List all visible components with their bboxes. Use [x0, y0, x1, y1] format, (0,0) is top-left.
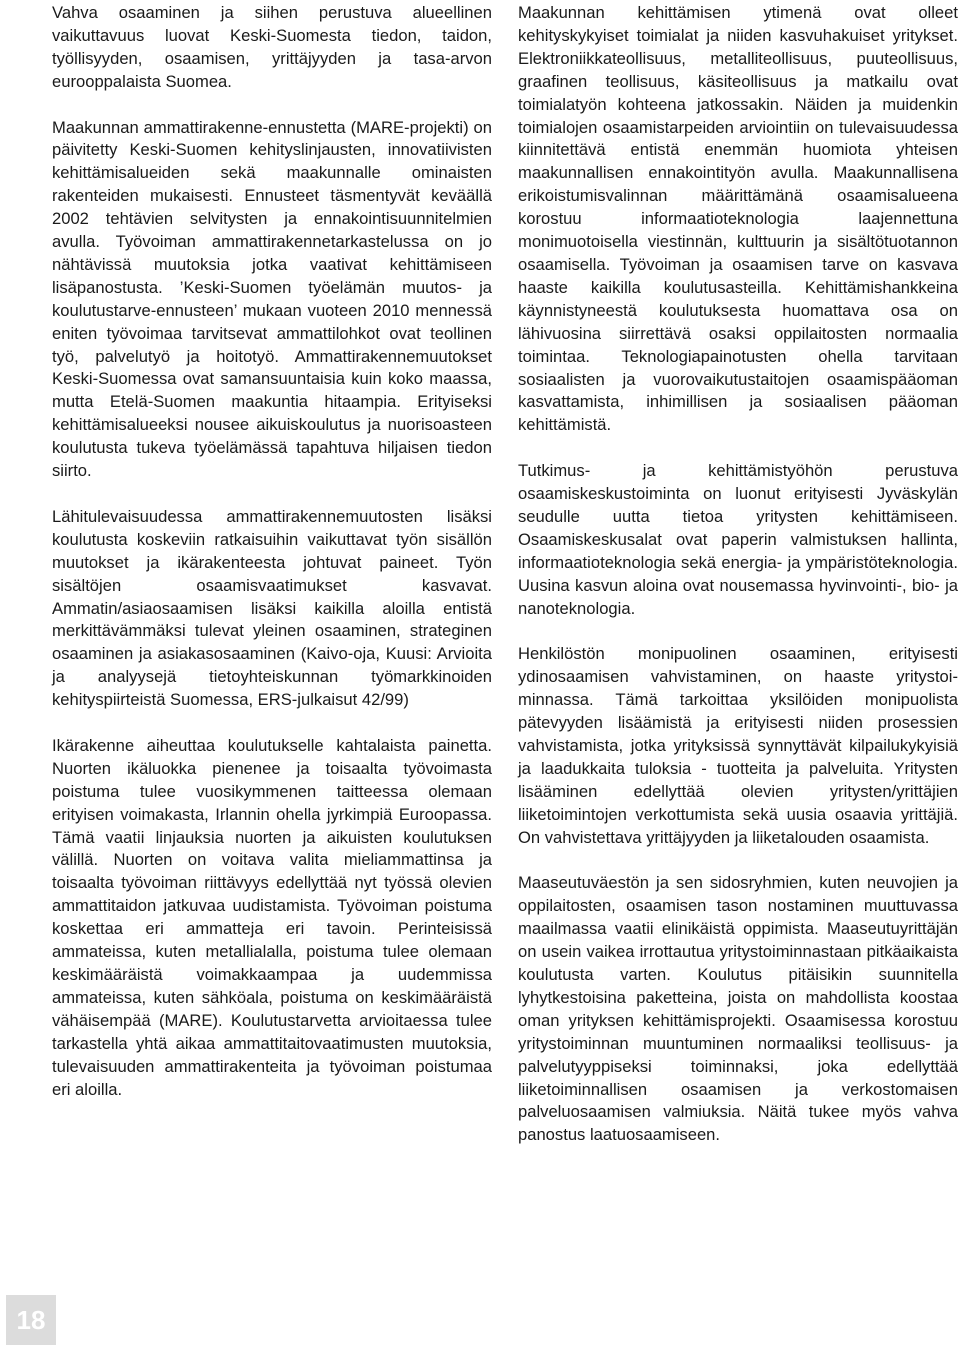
- left-paragraph-2: Maakunnan ammattirakenne-ennustetta (MARE-projekti) on päivitetty Keski-Suomen kehityslinjausten, innovatiivisten kehittämisalueiden sekä maakunnalle ominaisten rakenteiden mukaisesti. Ennusteet täsmentyvät keväällä 2002 tehtävien selvitysten ja ennakointisuunnitelmien avulla. Työvoiman ammattirakennetarkastelussa on jo nähtävissä muutoksia jotka vaativat kehittämiseen lisäpanostusta. ’Keski-Suomen työelämän muutos- ja koulutustarve-ennusteen’ mukaan vuoteen 2010 mennessä eniten työvoimaa tarvitsevat ammattilohkot ovat teollinen työ, palvelutyö ja hoitotyö. Ammattirakennemuutokset Keski-Suomessa ovat samansuuntaisia kuin koko maassa, mutta Etelä-Suomen maakuntia hitaampia. Erityiseksi kehittämisalueeksi nousee aikuiskoulutus ja nuorisoasteen koulutusta tukeva työelämässä tapahtuva hiljaisen tiedon siirto.: [52, 117, 492, 481]
- right-paragraph-1: Maakunnan kehittämisen ytimenä ovat olleet kehityskykyiset toimialat ja niiden kasvuhakuiset yritykset. Elektroniikkateollisuus, metalliteollisuus, puuteollisuus, graafinen teollisuus, käsiteollisuus ja matkailu ovat toimialatyön kohteena jatkossakin. Näiden ja muidenkin toimialojen osaamistarpeiden arviointiin on tulevaisuudessa kiinnitettävä entistä enemmän huomiota yhteisen maakunnallisen ennakointityön avulla. Maakunnallisena erikoistumisvalinnan määrittämänä osaamisalueena korostuu informaatioteknologia laajennettuna monimuotoisella viestinnän, kulttuurin ja sisältötuotannon osaamisella. Työvoiman ja osaamisen tarve on kasvava haaste kaikilla koulutusasteilla. Kehittämishankkeina käynnistyneestä koulutuksesta huomattava osa on lähivuosina siirrettävä osaksi oppilaitosten normaalia toimintaa. Teknologiapainotusten ohella tarvitaan sosiaalisten ja vuorovaikutustaitojen osaamispääoman kasvattamista, inhimillisen ja sosiaalisen pääoman kehittämistä.: [518, 3, 958, 435]
- right-paragraph-3: Henkilöstön monipuolinen osaaminen, erityisesti ydinosaamisen vahvistaminen, on haaste yritystoi-minnassa. Tämä tarkoittaa yksilöiden monipuolista pätevyyden lisäämistä ja erityisesti niiden prosessien vahvistamista, jotka yrityksissä synnyttävät kilpailukykyisiä ja laadukkaita tuloksia - tuotteita ja palveluita. Yritysten lisääminen edellyttää olevien yritysten/yrittäjien liiketoimintojen verkottumista sekä uusia osaavia yrittäjiä. On vahvistettava yrittäjyyden ja liiketalouden osaamista.: [518, 644, 958, 847]
- right-paragraph-2: Tutkimus- ja kehittämistyöhön perustuva osaamiskeskustoiminta on luonut erityisesti Jyväskylän seudulle uutta tietoa yritysten kehittämiseen. Osaamiskeskusalat ovat paperin valmistuksen hallinta, informaatioteknologia sekä energia- ja ympäristöteknologia. Uusina kasvun aloina ovat nousemassa hyvinvointi-, bio- ja nanoteknologia.: [518, 461, 958, 618]
- left-paragraph-4: Ikärakenne aiheuttaa koulutukselle kahtalaista painetta. Nuorten ikäluokka pienenee ja toisaalta työvoimasta poistuma tulee vuosikymmenen taitteessa olemaan erityisen voimakasta, Irlannin ohella jyrkimpiä Euroopassa. Tämä vaatii linjauksia nuorten ja aikuisten koulutuksen välillä. Nuorten on voitava valita mieliammattinsa ja toisaalta työvoiman riittävyys edellyttää nyt työssä olevien ammattitaidon jatkuvaa uudistamista. Työvoiman poistuma koskettaa eri ammatteja eri tavoin. Perinteisissä ammateissa, kuten metallialalla, poistuma tulee olemaan keskimääräistä voimakkaampaa ja uudemmissa ammateissa, kuten sähköala, poistuma on keskimääräistä vähäisempää (MARE). Koulutustarvetta arvioitaessa tulee tarkastella yhtä aikaa ammattitaitovaatimusten muutoksia, tulevaisuuden ammattirakenteita ja työvoiman poistumaa eri aloilla.: [52, 735, 492, 1099]
- page-number: 18: [6, 1295, 56, 1345]
- left-paragraph-1: Vahva osaaminen ja siihen perustuva alueellinen vaikuttavuus luovat Keski-Suomesta tiedon, taidon, työllisyyden, osaamisen, yrittäjyyden ja tasa-arvon eurooppalaista Suomea.: [52, 3, 492, 91]
- right-column: [518, 2, 958, 1170]
- left-column: [52, 2, 492, 1124]
- right-paragraph-4: Maaseutuväestön ja sen sidosryhmien, kuten neuvojien ja oppilaitosten, osaamisen tason nostaminen muuttuvassa maailmassa vaatii elinikäistä oppimista. Maaseutuyrittäjän on usein vaikea irrottautua yritystoiminnastaan pitkäaikaista koulutusta varten. Koulutus pitäisikin suunnitella lyhytkestoisina paketteina, joista on mahdollista koostaa oman yrityksen kehittämisprojekti. Osaamisessa korostuu yritystoiminnan muuntuminen normaaliksi teollisuus- ja palvelutyyppiseksi toiminnaksi, joka edellyttää liiketoiminnallisen osaamisen ja verkostomaisen palveluosaamisen valmiuksia. Näitä tukee myös vahva panostus laatuosaamiseen.: [518, 873, 958, 1145]
- left-paragraph-3: Lähitulevaisuudessa ammattirakennemuutosten lisäksi koulutusta koskeviin ratkaisuihin vaikuttavat työn sisällön muutokset ja ikärakenteesta johtuvat paineet. Työn sisältöjen osaamisvaatimukset kasvavat. Ammatin/asiaosaamisen lisäksi kaikilla aloilla entistä merkittävämmäksi tulevat yleinen osaaminen, strateginen osaaminen ja asiakasosaaminen (Kaivo-oja, Kuusi: Arvioita ja analyysejä tietoyhteiskunnan työmarkkinoiden kehityspiirteistä Suomessa, ERS-julkaisut 42/99): [52, 506, 492, 710]
